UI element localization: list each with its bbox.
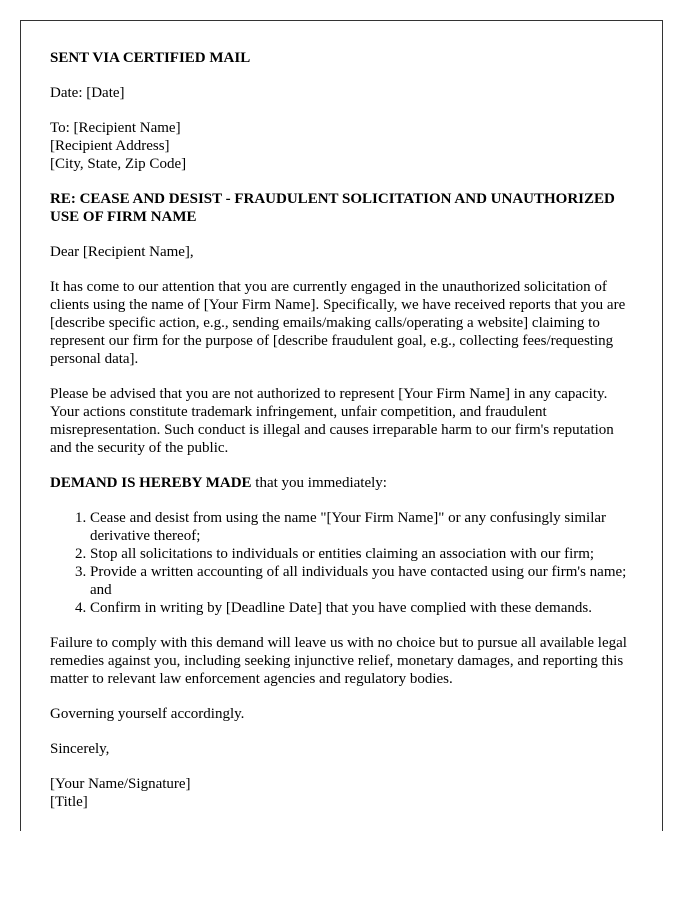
demand-rest: that you immediately:: [251, 475, 387, 491]
closing-note: Governing yourself accordingly.: [50, 706, 245, 722]
demand-list: [50, 509, 633, 617]
signature-name: [Your Name/Signature]: [50, 776, 191, 792]
list-item: 4. Confirm in writing by [Deadline Date] that you have complied with these demands.: [90, 599, 633, 617]
list-item: 3. Provide a written accounting of all individuals you have contacted using our firm's name; and: [90, 563, 633, 599]
subject-line: RE: CEASE AND DESIST - FRAUDULENT SOLICITATION AND UNAUTHORIZED USE OF FIRM NAME: [50, 191, 615, 225]
signature-title: [Title]: [50, 794, 88, 810]
list-item: 1. Cease and desist from using the name "[Your Firm Name]" or any confusingly similar derivative thereof;: [90, 509, 633, 545]
paragraph-1: It has come to our attention that you are currently engaged in the unauthorized solicitation of clients using the name of [Your Firm Name]. Specifically, we have received reports that you are [describe specific action, e.g., sending emails/making calls/operating a website] claiming to represent our firm for the purpose of [describe fraudulent goal, e.g., collecting fees/requesting personal data].: [50, 279, 626, 367]
closing: Sincerely,: [50, 741, 110, 757]
signature-block: [50, 775, 633, 811]
demand-bold: DEMAND IS HEREBY MADE: [50, 475, 252, 491]
paragraph-2: Please be advised that you are not authorized to represent [Your Firm Name] in any capacity. Your actions constitute trademark infringement, unfair competition, and fraudulent misrepresentation. Such conduct is illegal and causes irreparable harm to our firm's reputation and the security of the public.: [50, 386, 614, 456]
recipient-name: To: [Recipient Name]: [50, 120, 181, 136]
letter-document: [20, 20, 663, 831]
mail-header: SENT VIA CERTIFIED MAIL: [50, 50, 251, 66]
paragraph-3: Failure to comply with this demand will leave us with no choice but to pursue all available legal remedies against you, including seeking injunctive relief, monetary damages, and reporting this matter to relevant law enforcement agencies and regulatory bodies.: [50, 635, 627, 687]
demand-intro: [50, 474, 633, 492]
recipient-block: [50, 119, 633, 173]
recipient-address: [Recipient Address]: [50, 138, 170, 154]
list-item: 2. Stop all solicitations to individuals or entities claiming an association with our firm;: [90, 545, 633, 563]
salutation: Dear [Recipient Name],: [50, 244, 194, 260]
date-line: Date: [Date]: [50, 85, 125, 101]
recipient-city: [City, State, Zip Code]: [50, 156, 187, 172]
